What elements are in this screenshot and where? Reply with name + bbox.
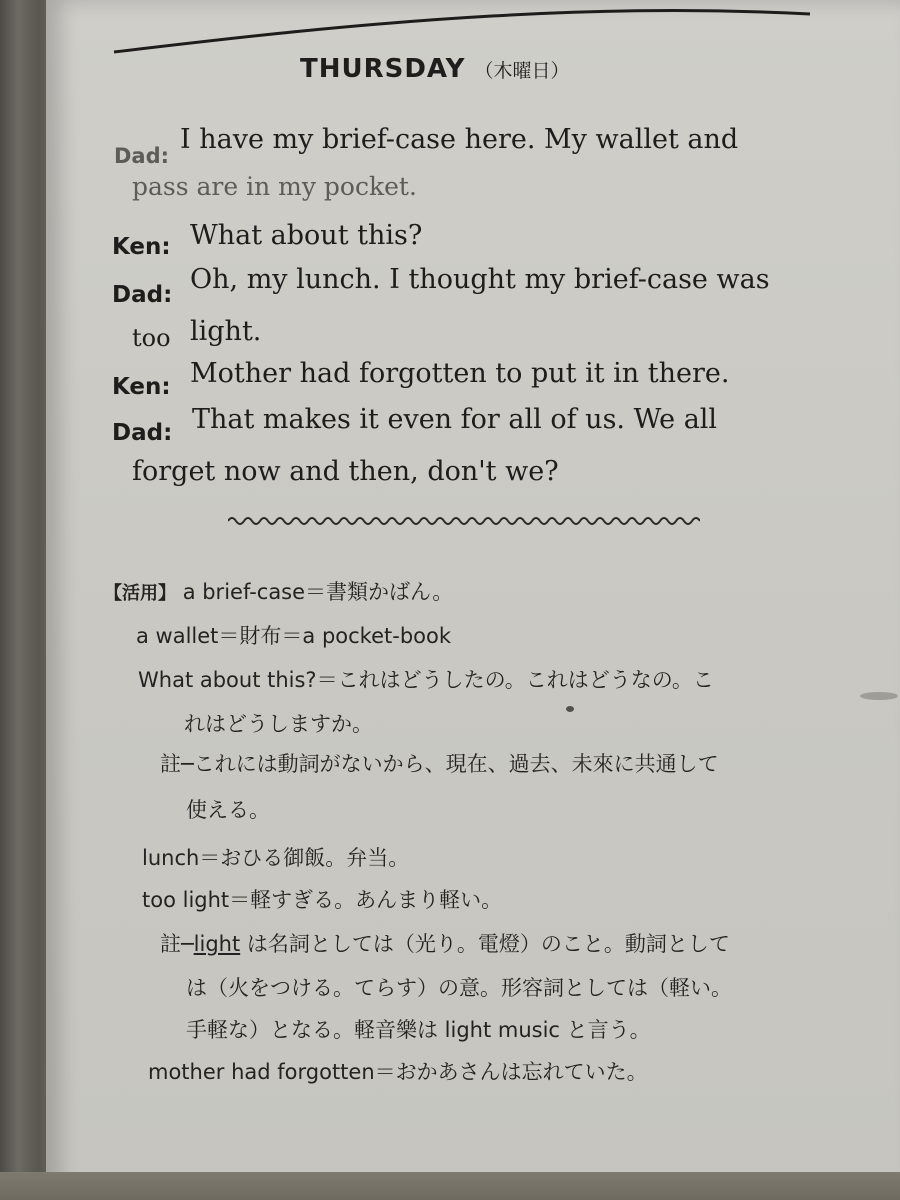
page-title-japanese: （木曜日）: [474, 60, 570, 82]
notes-line: mother had forgotten＝おかあさんは忘れていた。: [148, 1060, 648, 1084]
wavy-divider: [228, 512, 700, 530]
notes-line: [160, 928, 730, 958]
dialogue-line: I have my brief-case here. My wallet and: [180, 124, 739, 155]
notes-label: 【活用】: [104, 583, 176, 604]
notes-line: 註─これには動詞がないから、現在、過去、未來に共通して: [160, 752, 719, 776]
speaker-label: Dad:: [112, 420, 173, 446]
notes-line: れはどうしますか。: [184, 712, 373, 736]
notes-line: What about this?＝これはどうしたの。これはどうなの。こ: [138, 668, 714, 692]
note-prefix: 註─: [160, 932, 194, 956]
dialogue-line: What about this?: [190, 220, 423, 251]
notes-line: 手軽な）となる。軽音樂は light music と言う。: [186, 1018, 651, 1042]
notes-text: は名詞としては（光り。電燈）のこと。動詞として: [246, 932, 730, 956]
page-smudge: [860, 692, 898, 700]
dialogue-line: forget now and then, don't we?: [132, 456, 559, 487]
header-rule: [112, 8, 812, 54]
notes-line: lunch＝おひる御飯。弁当。: [142, 846, 410, 870]
speaker-label: Dad:: [114, 144, 170, 168]
dialogue-line: pass are in my pocket.: [132, 172, 417, 201]
page-bottom-edge: [0, 1172, 900, 1200]
speaker-label: Dad:: [112, 282, 173, 308]
notes-line: a wallet＝財布＝a pocket-book: [136, 624, 452, 648]
page-title-main: THURSDAY: [300, 54, 466, 84]
dialogue-continuation-prefix: too: [132, 324, 171, 352]
dialogue-line: Mother had forgotten to put it in there.: [190, 358, 730, 389]
notes-line: too light＝軽すぎる。あんまり軽い。: [142, 888, 503, 912]
speaker-label: Ken:: [112, 234, 171, 260]
speaker-label: Ken:: [112, 374, 171, 400]
dialogue-line: Oh, my lunch. I thought my brief-case was: [190, 264, 770, 295]
dialogue-line: light.: [190, 316, 262, 347]
dialogue-line: That makes it even for all of us. We all: [192, 404, 718, 435]
light-word: light: [193, 932, 241, 956]
ink-dot: [566, 706, 574, 712]
page-title: [300, 54, 570, 94]
notes-text: a brief-case＝書類かばん。: [182, 580, 454, 604]
notes-line: 使える。: [186, 798, 270, 822]
notes-line: は（火をつける。てらす）の意。形容詞としては（軽い。: [186, 976, 732, 1000]
notes-line: [104, 576, 453, 606]
